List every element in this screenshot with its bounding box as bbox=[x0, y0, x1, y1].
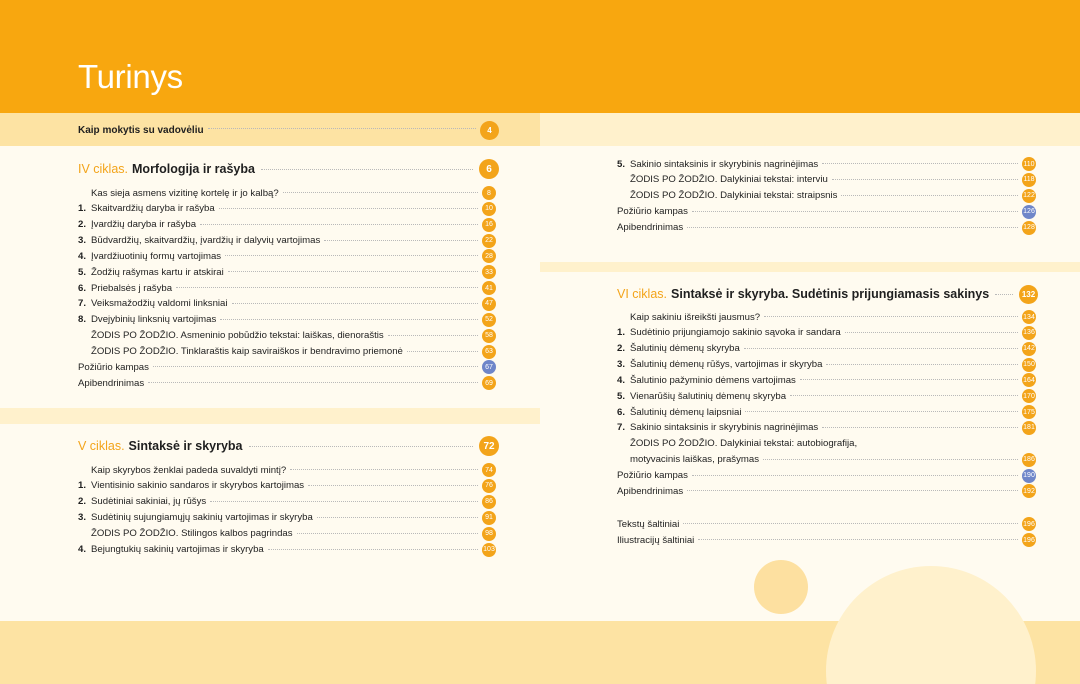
right-panel-gap bbox=[540, 262, 1080, 272]
toc-item-text: ŽODIS PO ŽODŽIO. Asmeninio pobūdžio tekstai: laiškas, dienoraštis bbox=[91, 330, 384, 342]
page-badge: 134 bbox=[1022, 310, 1036, 324]
toc-row[interactable] bbox=[78, 478, 496, 494]
page-badge: 181 bbox=[1022, 421, 1036, 435]
toc-item-number: 3. bbox=[617, 359, 626, 371]
page-badge: 58 bbox=[482, 329, 496, 343]
page-badge: 69 bbox=[482, 376, 496, 390]
toc-row[interactable] bbox=[91, 462, 496, 478]
toc-row[interactable] bbox=[630, 172, 1036, 188]
toc-row[interactable] bbox=[78, 510, 496, 526]
dot-leader bbox=[153, 359, 478, 367]
dot-leader bbox=[841, 188, 1018, 196]
toc-item-text: ŽODIS PO ŽODŽIO. Dalykiniai tekstai: straipsnis bbox=[630, 190, 838, 202]
page-badge: 118 bbox=[1022, 173, 1036, 187]
dot-leader bbox=[268, 542, 478, 550]
toc-item-text: Dvejybinių linksnių vartojimas bbox=[91, 314, 217, 326]
dot-leader bbox=[324, 233, 478, 241]
dot-leader bbox=[388, 328, 478, 336]
toc-row[interactable] bbox=[78, 233, 496, 249]
page-badge: 103 bbox=[482, 543, 496, 557]
toc-item-number: 2. bbox=[78, 219, 87, 231]
dot-leader bbox=[763, 452, 1018, 460]
toc-row[interactable] bbox=[78, 280, 496, 296]
toc-row[interactable] bbox=[630, 188, 1036, 204]
toc-item-number: 3. bbox=[78, 512, 87, 524]
decor-circle-small bbox=[754, 560, 808, 614]
page-badge: 196 bbox=[1022, 533, 1036, 547]
section-heading-vi[interactable] bbox=[617, 283, 1038, 305]
page-badge: 136 bbox=[1022, 326, 1036, 340]
toc-row[interactable] bbox=[617, 483, 1036, 499]
toc-item-number: 6. bbox=[617, 406, 626, 418]
toc-item-number: 5. bbox=[617, 390, 626, 402]
page-badge: 126 bbox=[1022, 205, 1036, 219]
page-badge: 164 bbox=[1022, 373, 1036, 387]
toc-item-text: Šalutinių dėmenų rūšys, vartojimas ir skyryba bbox=[630, 359, 823, 371]
toc-item-text: Kas sieja asmens vizitinę kortelę ir jo kalbą? bbox=[91, 187, 279, 199]
toc-row[interactable] bbox=[91, 328, 496, 344]
toc-row[interactable] bbox=[78, 375, 496, 391]
dot-leader bbox=[692, 204, 1018, 212]
page-badge: 150 bbox=[1022, 358, 1036, 372]
dot-leader bbox=[698, 532, 1018, 540]
page-badge: 190 bbox=[1022, 469, 1036, 483]
toc-item-text: ŽODIS PO ŽODŽIO. Tinklaraštis kaip saviraiškos ir bendravimo priemonė bbox=[91, 346, 403, 357]
toc-item-text: ŽODIS PO ŽODŽIO. Dalykiniai tekstai: interviu bbox=[630, 174, 828, 186]
toc-item-text: Požiūrio kampas bbox=[617, 470, 688, 481]
dot-leader bbox=[845, 325, 1018, 333]
toc-item-number: 4. bbox=[78, 250, 87, 262]
toc-item-number: 7. bbox=[78, 298, 87, 310]
section-heading-iv[interactable] bbox=[78, 158, 499, 180]
page-badge: 47 bbox=[482, 297, 496, 311]
toc-item-number: 4. bbox=[78, 544, 87, 555]
page-badge: 10 bbox=[482, 202, 496, 216]
toc-item-text: Veiksmažodžių valdomi linksniai bbox=[91, 298, 228, 310]
toc-item-text: Apibendrinimas bbox=[617, 222, 684, 234]
toc-item-number: 3. bbox=[78, 235, 87, 247]
dot-leader bbox=[225, 248, 478, 256]
toc-item-number: 7. bbox=[617, 422, 626, 434]
page-badge: 110 bbox=[1022, 157, 1036, 171]
toc-row[interactable] bbox=[78, 359, 496, 375]
dot-leader bbox=[822, 156, 1018, 164]
dot-leader bbox=[200, 217, 478, 225]
toc-intro-row[interactable] bbox=[78, 121, 499, 139]
page-badge: 22 bbox=[482, 234, 496, 248]
dot-leader bbox=[249, 435, 473, 447]
toc-item-number: 5. bbox=[617, 158, 626, 170]
toc-item-text: Įvardžiuotinių formų vartojimas bbox=[91, 250, 222, 262]
toc-item-text: Šalutinių dėmenų laipsniai bbox=[630, 406, 742, 418]
page-badge: 67 bbox=[482, 360, 496, 374]
toc-item-text: Sudėtinio prijungiamojo sakinio sąvoka ir sandara bbox=[630, 327, 841, 339]
page-badge: 72 bbox=[479, 436, 499, 456]
page-badge: 16 bbox=[482, 218, 496, 232]
dot-leader bbox=[407, 344, 478, 352]
dot-leader bbox=[832, 172, 1018, 180]
page-badge: 33 bbox=[482, 265, 496, 279]
page-badge: 91 bbox=[482, 511, 496, 525]
section-name: Sintaksė ir skyryba bbox=[128, 439, 243, 453]
toc-row[interactable] bbox=[78, 201, 496, 217]
toc-item-number: 1. bbox=[78, 480, 87, 492]
dot-leader bbox=[683, 516, 1018, 524]
toc-item-text: Įvardžių daryba ir rašyba bbox=[91, 219, 197, 231]
toc-item-number: 8. bbox=[78, 314, 87, 326]
dot-leader bbox=[148, 375, 478, 383]
toc-row[interactable] bbox=[617, 532, 1036, 548]
cycle-label: IV ciklas. bbox=[78, 162, 129, 176]
page-badge: 175 bbox=[1022, 405, 1036, 419]
page-badge: 28 bbox=[482, 249, 496, 263]
toc-row[interactable] bbox=[617, 516, 1036, 532]
toc-row[interactable] bbox=[78, 248, 496, 264]
toc-item-number: 1. bbox=[78, 203, 87, 215]
toc-row[interactable] bbox=[630, 436, 1036, 452]
page-badge: 122 bbox=[1022, 189, 1036, 203]
toc-item-text: Kaip skyrybos ženklai padeda suvaldyti mintį? bbox=[91, 464, 287, 476]
dot-leader bbox=[692, 468, 1018, 476]
toc-item-text: Kaip sakiniu išreikšti jausmus? bbox=[630, 311, 761, 323]
toc-row[interactable] bbox=[630, 309, 1036, 325]
page-badge: 41 bbox=[482, 281, 496, 295]
section-name: Sintaksė ir skyryba. Sudėtinis prijungiamasis sakinys bbox=[671, 287, 990, 301]
toc-item-text: Priebalsės j rašyba bbox=[91, 282, 173, 294]
page-badge: 132 bbox=[1019, 285, 1038, 304]
dot-leader bbox=[317, 510, 478, 518]
dot-leader bbox=[687, 483, 1018, 491]
dot-leader bbox=[297, 526, 478, 534]
dot-leader bbox=[995, 283, 1013, 295]
page-badge: 186 bbox=[1022, 453, 1036, 467]
page-badge: 86 bbox=[482, 495, 496, 509]
toc-item-text: ŽODIS PO ŽODŽIO. Stilingos kalbos pagrindas bbox=[91, 528, 293, 540]
toc-item-number: 1. bbox=[617, 327, 626, 339]
page-badge: 128 bbox=[1022, 221, 1036, 235]
section-heading-v[interactable] bbox=[78, 435, 499, 457]
toc-item-number: 6. bbox=[78, 282, 87, 294]
toc-row[interactable] bbox=[91, 344, 496, 360]
toc-row[interactable] bbox=[617, 357, 1036, 373]
page-badge: 142 bbox=[1022, 342, 1036, 356]
dot-leader bbox=[210, 494, 478, 502]
toc-item-text: Sudėtiniai sakiniai, jų rūšys bbox=[91, 496, 207, 508]
dot-leader bbox=[744, 341, 1018, 349]
toc-row[interactable] bbox=[617, 220, 1036, 236]
toc-row[interactable] bbox=[617, 420, 1036, 436]
page-badge: 52 bbox=[482, 313, 496, 327]
dot-leader bbox=[764, 309, 1018, 317]
page-badge: 74 bbox=[482, 463, 496, 477]
dot-leader bbox=[208, 121, 476, 129]
cycle-label: VI ciklas. bbox=[617, 287, 668, 301]
toc-item-text: Šalutinių dėmenų skyryba bbox=[630, 343, 740, 355]
toc-row[interactable] bbox=[78, 494, 496, 510]
toc-item-text: motyvacinis laiškas, prašymas bbox=[630, 454, 760, 466]
dot-leader bbox=[232, 296, 478, 304]
dot-leader bbox=[261, 158, 473, 170]
cycle-label: V ciklas. bbox=[78, 439, 125, 453]
dot-leader bbox=[283, 185, 478, 193]
toc-item-text: Vientisinio sakinio sandaros ir skyrybos kartojimas bbox=[91, 480, 305, 492]
page-badge: 98 bbox=[482, 527, 496, 541]
page-badge: 192 bbox=[1022, 484, 1036, 498]
toc-row[interactable] bbox=[78, 542, 496, 558]
page-badge: 4 bbox=[480, 121, 499, 140]
toc-item-number: 2. bbox=[617, 343, 626, 355]
toc-row[interactable] bbox=[91, 526, 496, 542]
toc-item-number: 5. bbox=[78, 266, 87, 278]
dot-leader bbox=[826, 357, 1018, 365]
header-band bbox=[0, 0, 1080, 113]
toc-item-text: Iliustracijų šaltiniai bbox=[617, 534, 695, 546]
toc-item-text: Skaitvardžių daryba ir rašyba bbox=[91, 203, 215, 215]
dot-leader bbox=[219, 201, 478, 209]
toc-item-text: Vienarūšių šalutinių dėmenų skyryba bbox=[630, 390, 787, 402]
toc-row[interactable] bbox=[617, 325, 1036, 341]
toc-item-text: Kaip mokytis su vadovėliu bbox=[78, 124, 204, 136]
toc-item-number: 4. bbox=[617, 374, 626, 386]
toc-row[interactable] bbox=[617, 388, 1036, 404]
toc-row[interactable] bbox=[78, 296, 496, 312]
toc-row[interactable] bbox=[78, 264, 496, 280]
toc-item-text: Sakinio sintaksinis ir skyrybinis nagrinėjimas bbox=[630, 158, 819, 170]
toc-row[interactable] bbox=[617, 204, 1036, 220]
toc-row[interactable] bbox=[78, 312, 496, 328]
page-badge: 170 bbox=[1022, 389, 1036, 403]
toc-row[interactable] bbox=[78, 217, 496, 233]
page-title: Turinys bbox=[78, 58, 183, 95]
toc-row[interactable] bbox=[617, 468, 1036, 484]
toc-row[interactable] bbox=[617, 372, 1036, 388]
toc-row[interactable] bbox=[617, 156, 1036, 172]
toc-item-text: Sakinio sintaksinis ir skyrybinis nagrinėjimas bbox=[630, 422, 819, 434]
page-badge: 76 bbox=[482, 479, 496, 493]
dot-leader bbox=[687, 220, 1018, 228]
toc-item-text: Požiūrio kampas bbox=[78, 361, 149, 373]
toc-item-text: Požiūrio kampas bbox=[617, 206, 688, 218]
dot-leader bbox=[176, 280, 478, 288]
toc-row[interactable] bbox=[91, 185, 496, 201]
dot-leader bbox=[220, 312, 478, 320]
page-badge: 63 bbox=[482, 345, 496, 359]
dot-leader bbox=[228, 264, 478, 272]
dot-leader bbox=[308, 478, 478, 486]
dot-leader bbox=[790, 388, 1018, 396]
page-badge: 6 bbox=[479, 159, 499, 179]
page-badge: 196 bbox=[1022, 517, 1036, 531]
toc-item-text: Bejungtukių sakinių vartojimas ir skyryba bbox=[91, 544, 264, 555]
toc-row[interactable] bbox=[617, 341, 1036, 357]
toc-item-number: 2. bbox=[78, 496, 87, 508]
toc-item-text: Sudėtinių sujungiamųjų sakinių vartojimas ir skyryba bbox=[91, 512, 313, 524]
toc-item-text: ŽODIS PO ŽODŽIO. Dalykiniai tekstai: autobiografija, bbox=[630, 438, 858, 450]
toc-row[interactable] bbox=[617, 404, 1036, 420]
dot-leader bbox=[745, 404, 1018, 412]
dot-leader bbox=[290, 462, 478, 470]
dot-leader bbox=[822, 420, 1018, 428]
toc-row[interactable] bbox=[630, 452, 1036, 468]
toc-item-text: Žodžių rašymas kartu ir atskirai bbox=[91, 266, 224, 278]
toc-item-text: Apibendrinimas bbox=[78, 377, 145, 389]
toc-item-text: Būdvardžių, skaitvardžių, įvardžių ir dalyvių vartojimas bbox=[91, 235, 321, 247]
intro-band-right bbox=[540, 113, 1080, 146]
toc-item-text: Tekstų šaltiniai bbox=[617, 518, 680, 530]
left-panel-gap bbox=[0, 408, 540, 424]
page-badge: 8 bbox=[482, 186, 496, 200]
toc-item-text: Apibendrinimas bbox=[617, 485, 684, 497]
section-name: Morfologija ir rašyba bbox=[132, 162, 255, 176]
dot-leader bbox=[800, 372, 1018, 380]
toc-item-text: Šalutinio pažyminio dėmens vartojimas bbox=[630, 374, 796, 386]
